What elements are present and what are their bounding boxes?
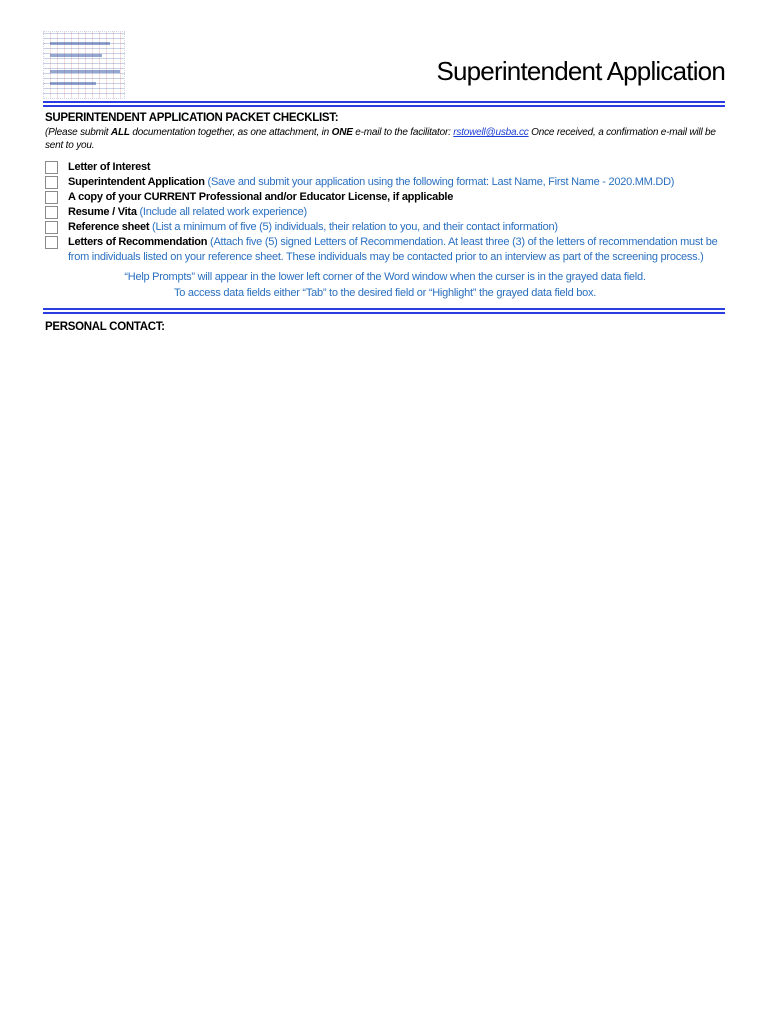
double-rule-top — [43, 101, 725, 107]
checklist-item-resume-vita: Resume / Vita (Include all related work experience) — [45, 205, 725, 220]
organization-logo-image — [43, 31, 125, 99]
checkbox[interactable] — [45, 161, 58, 174]
checkbox[interactable] — [45, 176, 58, 189]
submission-instructions: (Please submit ALL documentation together, as one attachment, in ONE e-mail to the facilitator: rstowell@usba.cc Once received, a confirmation e-mail will be sent to you. — [45, 127, 716, 151]
page-title: Superintendent Application — [436, 56, 725, 86]
checklist-item-license-copy: A copy of your CURRENT Professional and/or Educator License, if applicable — [45, 190, 725, 205]
double-rule-middle — [43, 308, 725, 314]
checklist-item-reference-sheet: Reference sheet (List a minimum of five (5) individuals, their relation to you, and their contact information) — [45, 220, 725, 235]
recommendation-continuation-text: from individuals listed on your reference sheet. These individuals may be contacted prior to an interview as part of the screening process.) — [68, 251, 704, 263]
checklist-item-letters-of-recommendation: Letters of Recommendation (Attach five (5) signed Letters of Recommendation. At least three (3) of the letters of recommendation must be — [45, 235, 725, 250]
checkbox[interactable] — [45, 236, 58, 249]
checkbox[interactable] — [45, 206, 58, 219]
packet-checklist — [45, 160, 725, 250]
data-field-access-note: To access data fields either “Tab” to the desired field or “Highlight” the grayed data field box. — [173, 287, 597, 299]
facilitator-email-link[interactable]: rstowell@usba.cc — [453, 127, 529, 138]
checklist-item-superintendent-application: Superintendent Application (Save and submit your application using the following format: Last Name, First Name - 2020.MM.DD) — [45, 175, 725, 190]
checklist-heading: SUPERINTENDENT APPLICATION PACKET CHECKLIST: — [45, 112, 339, 124]
personal-contact-heading: PERSONAL CONTACT: — [45, 321, 165, 333]
checklist-item-letter-of-interest: Letter of Interest — [45, 160, 725, 175]
checkbox[interactable] — [45, 221, 58, 234]
checkbox[interactable] — [45, 191, 58, 204]
help-prompt-note: “Help Prompts” will appear in the lower left corner of the Word window when the curser is in the grayed data field. — [124, 271, 646, 283]
